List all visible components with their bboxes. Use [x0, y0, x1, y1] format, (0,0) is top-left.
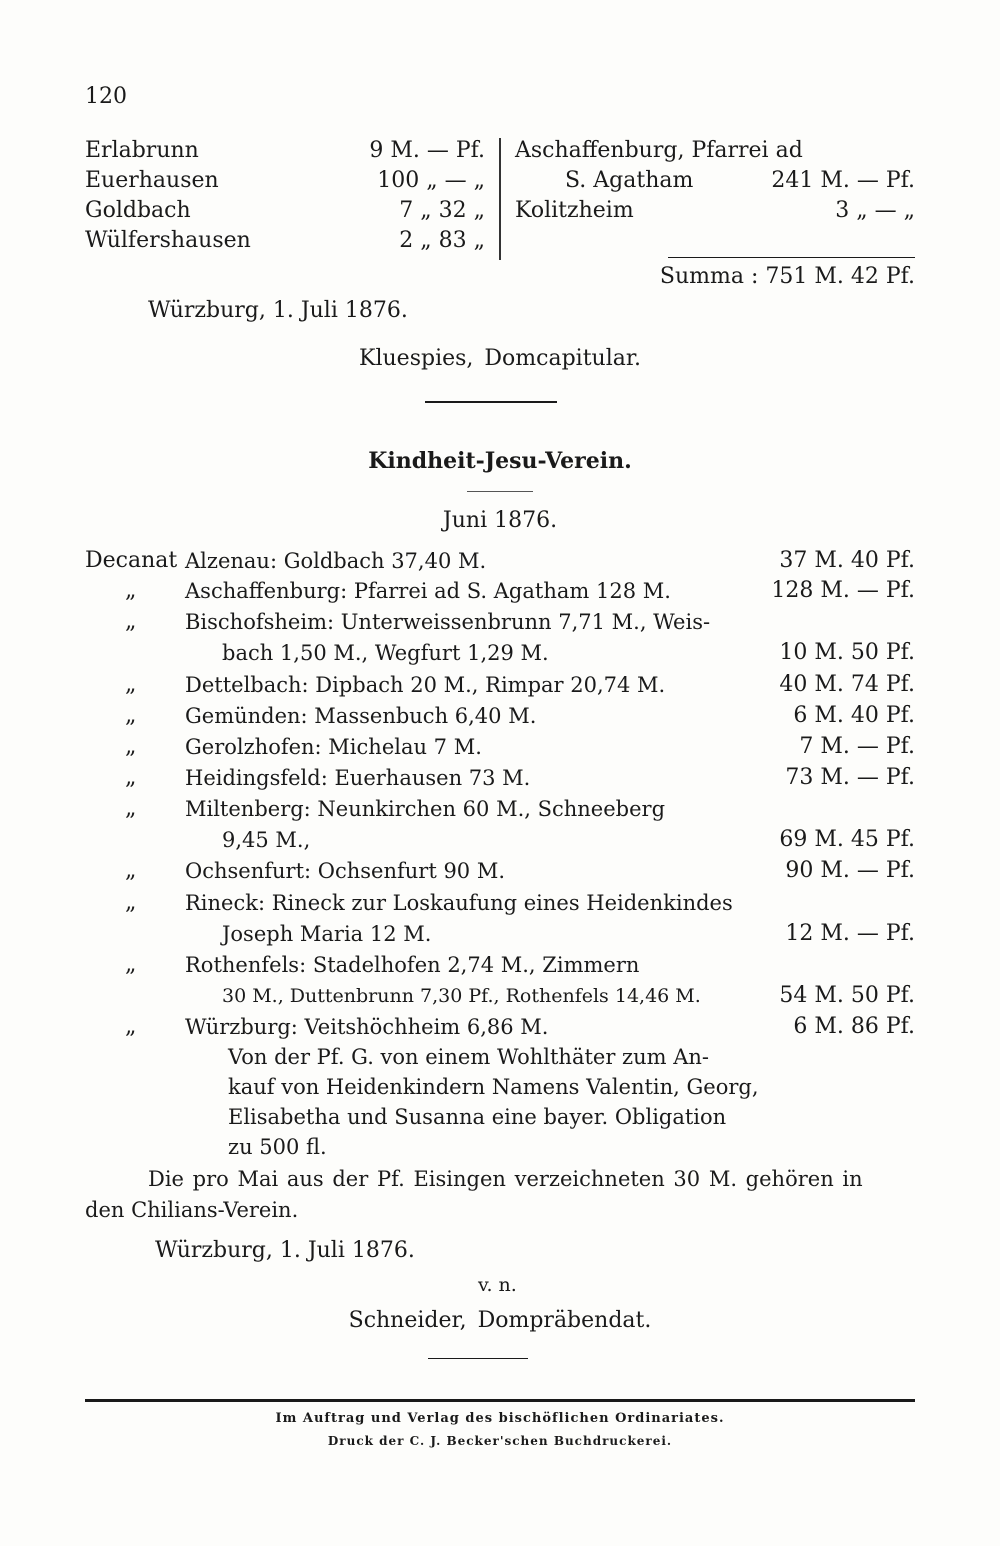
- section-title: Kindheit-Jesu-Verein.: [368, 448, 632, 474]
- ledger-note: zu 500 fl.: [228, 1135, 327, 1159]
- ditto-mark: „: [125, 703, 137, 728]
- ledger-entry-continued: bach 1,50 M., Wegfurt 1,29 M.: [222, 641, 549, 665]
- ditto-mark: „: [125, 734, 137, 759]
- list-item-place: Euerhausen: [85, 168, 219, 193]
- ledger-entry: Aschaffenburg: Pfarrei ad S. Agatham 128 M.: [185, 579, 671, 603]
- ledger-amount: 7 M. — Pf.: [799, 734, 915, 759]
- ditto-mark: „: [125, 609, 137, 634]
- list-item-place: Kolitzheim: [515, 198, 634, 223]
- ledger-note: Elisabetha und Susanna eine bayer. Obligation: [228, 1105, 727, 1129]
- list-item-amount: 9 M. — Pf.: [369, 138, 485, 163]
- ledger-amount: 54 M. 50 Pf.: [779, 983, 915, 1008]
- ledger-entry: Rineck: Rineck zur Loskaufung eines Heidenkindes: [185, 891, 733, 915]
- ditto-mark: „: [125, 578, 137, 603]
- ledger-entry-continued: 9,45 M.,: [222, 828, 311, 852]
- list-item-amount: 7 „ 32 „: [399, 198, 485, 223]
- footer-publisher: Im Auftrag und Verlag des bischöflichen Ordinariates.: [275, 1411, 725, 1426]
- title-ornament: [467, 491, 533, 492]
- ditto-mark: „: [125, 952, 137, 977]
- ledger-amount: 90 M. — Pf.: [785, 858, 915, 883]
- signature-name: Schneider, Dompräbendat.: [348, 1308, 652, 1333]
- ledger-amount: 73 M. — Pf.: [785, 765, 915, 790]
- ledger-prefix: Decanat: [85, 548, 178, 573]
- list-item-place: Aschaffenburg, Pfarrei ad: [515, 138, 803, 163]
- ledger-amount: 40 M. 74 Pf.: [779, 672, 915, 697]
- signature-place-date: Würzburg, 1. Juli 1876.: [155, 1238, 415, 1263]
- ledger-amount: 6 M. 86 Pf.: [793, 1014, 915, 1039]
- list-item-amount: 3 „ — „: [835, 198, 915, 223]
- ledger-entry: Gemünden: Massenbuch 6,40 M.: [185, 704, 537, 728]
- ledger-amount: 10 M. 50 Pf.: [779, 640, 915, 665]
- page-number: 120: [85, 84, 127, 109]
- ledger-note: kauf von Heidenkindern Namens Valentin, Georg,: [228, 1075, 759, 1099]
- ledger-amount: 128 M. — Pf.: [771, 578, 915, 603]
- footer-printer: Druck der C. J. Becker'schen Buchdruckerei.: [327, 1434, 673, 1448]
- remark-text: Die pro Mai aus der Pf. Eisingen verzeichneten 30 M. gehören in: [148, 1167, 863, 1191]
- sum-total: Summa : 751 M. 42 Pf.: [659, 264, 915, 289]
- signature-name: Kluespies, Domcapitular.: [359, 346, 641, 371]
- footer-rule: [85, 1399, 915, 1402]
- signature-vn: v. n.: [478, 1274, 517, 1296]
- list-item-amount: 100 „ — „: [377, 168, 485, 193]
- sum-rule: [668, 257, 915, 258]
- ditto-mark: „: [125, 1014, 137, 1039]
- list-item-place: Goldbach: [85, 198, 191, 223]
- ledger-amount: 37 M. 40 Pf.: [779, 548, 915, 573]
- ditto-mark: „: [125, 672, 137, 697]
- list-item-place: Wülfershausen: [85, 228, 251, 253]
- ledger-note: Von der Pf. G. von einem Wohlthäter zum An-: [228, 1045, 710, 1069]
- ledger-entry: Miltenberg: Neunkirchen 60 M., Schneeberg: [185, 797, 666, 821]
- ledger-entry: Alzenau: Goldbach 37,40 M.: [185, 549, 487, 573]
- column-divider: [499, 138, 501, 260]
- list-item-amount: 241 M. — Pf.: [771, 168, 915, 193]
- list-item-amount: 2 „ 83 „: [399, 228, 485, 253]
- ledger-entry: Dettelbach: Dipbach 20 M., Rimpar 20,74 M.: [185, 673, 666, 697]
- list-item-place: S. Agatham: [565, 168, 694, 193]
- ledger-entry: Rothenfels: Stadelhofen 2,74 M., Zimmern: [185, 953, 640, 977]
- ledger-entry-continued: 30 M., Duttenbrunn 7,30 Pf., Rothenfels 14,46 M.: [222, 985, 701, 1007]
- ditto-mark: „: [125, 765, 137, 790]
- ledger-entry: Ochsenfurt: Ochsenfurt 90 M.: [185, 859, 506, 883]
- ledger-entry: Bischofsheim: Unterweissenbrunn 7,71 M., Weis-: [185, 610, 711, 634]
- ledger-entry: Gerolzhofen: Michelau 7 M.: [185, 735, 482, 759]
- ditto-mark: „: [125, 796, 137, 821]
- ledger-amount: 69 M. 45 Pf.: [779, 827, 915, 852]
- ledger-amount: 12 M. — Pf.: [785, 921, 915, 946]
- ditto-mark: „: [125, 890, 137, 915]
- ditto-mark: „: [125, 858, 137, 883]
- ledger-amount: 6 M. 40 Pf.: [793, 703, 915, 728]
- list-item-place: Erlabrunn: [85, 138, 199, 163]
- remark-text: den Chilians-Verein.: [85, 1198, 299, 1222]
- ledger-entry: Heidingsfeld: Euerhausen 73 M.: [185, 766, 531, 790]
- section-divider: [425, 401, 557, 403]
- ledger-entry: Würzburg: Veitshöchheim 6,86 M.: [185, 1015, 549, 1039]
- ledger-entry-continued: Joseph Maria 12 M.: [222, 922, 432, 946]
- section-month: Juni 1876.: [442, 508, 558, 533]
- signature-place-date: Würzburg, 1. Juli 1876.: [148, 298, 408, 323]
- section-divider: [428, 1358, 528, 1359]
